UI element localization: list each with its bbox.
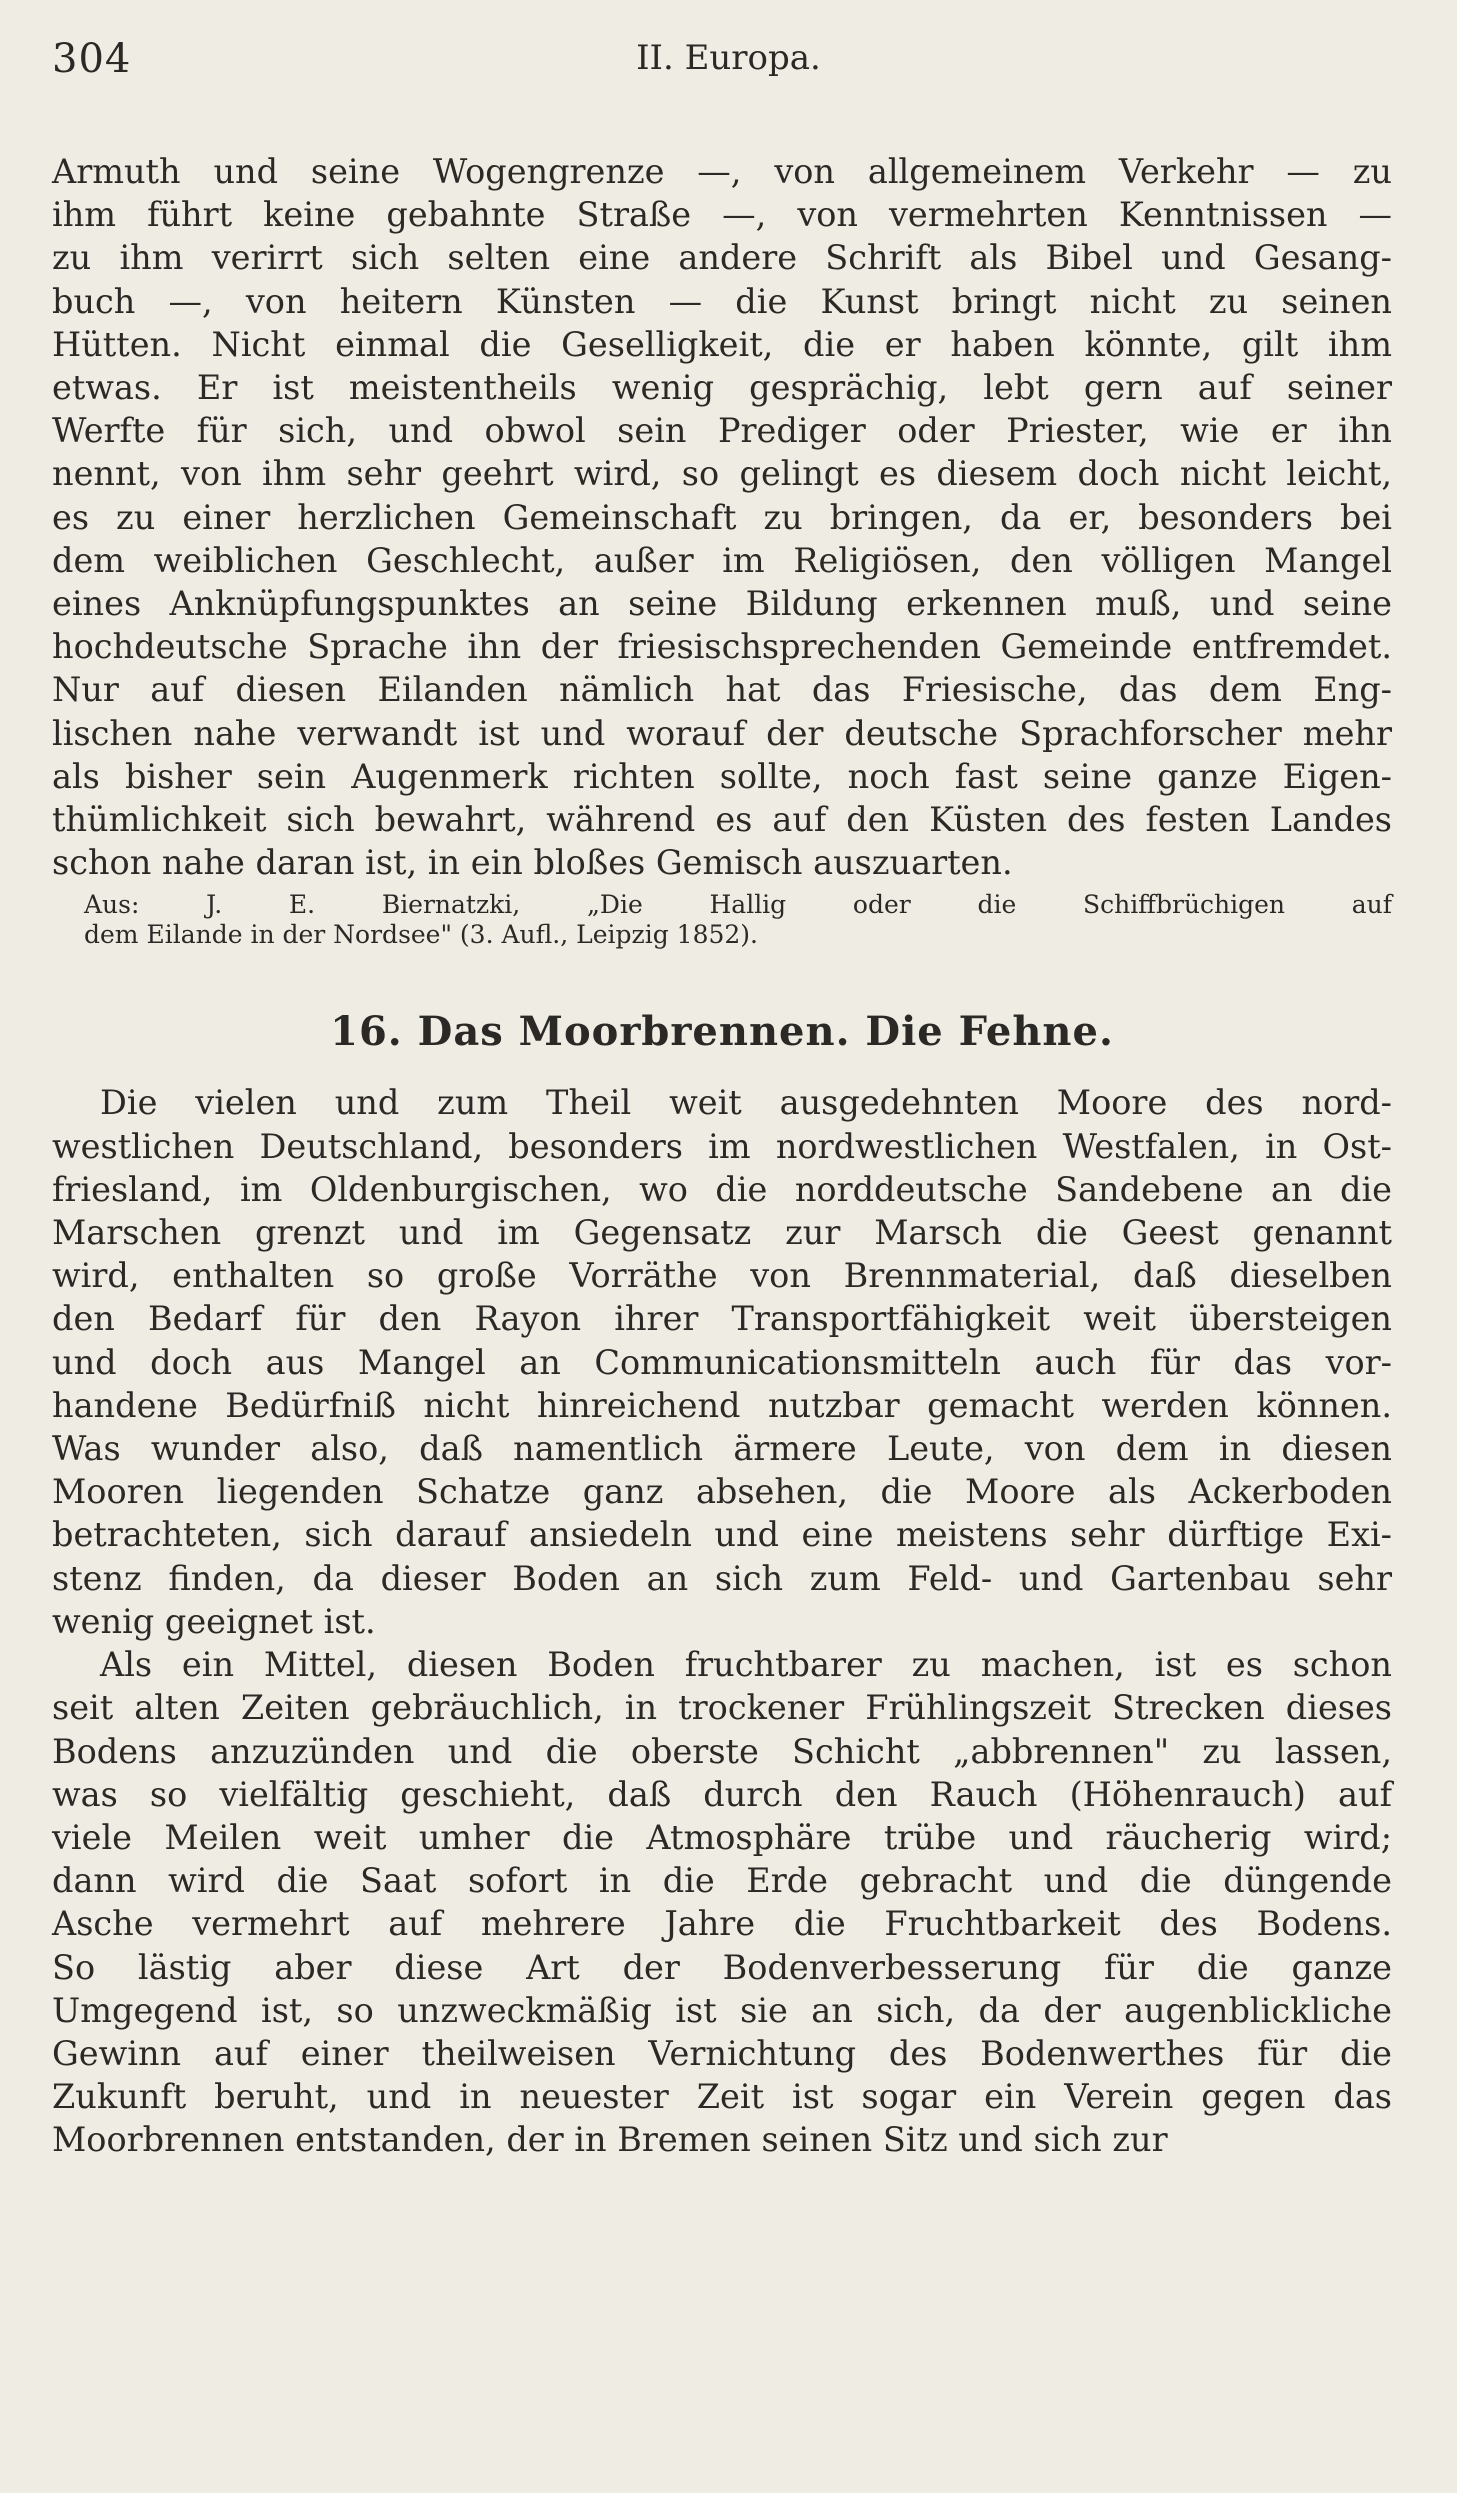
text-line: was so vielfältig geschieht, daß durch den Rauch (Höhenrauch) auf	[52, 1774, 1392, 1814]
page-header	[0, 36, 1457, 96]
text-line: Zukunft beruht, und in neuester Zeit ist sogar ein Verein gegen das	[52, 2077, 1392, 2117]
section-title: 16. Das Moorbrennen. Die Fehne.	[330, 1008, 1114, 1056]
text-line: Asche vermehrt auf mehrere Jahre die Fruchtbarkeit des Bodens.	[52, 1904, 1392, 1944]
text-line: handene Bedürfniß nicht hinreichend nutzbar gemacht werden können.	[52, 1385, 1392, 1425]
text-line: stenz finden, da dieser Boden an sich zum Feld- und Gartenbau sehr	[52, 1558, 1392, 1598]
text-line: viele Meilen weit umher die Atmosphäre trübe und räucherig wird;	[52, 1817, 1392, 1857]
text-line: Werfte für sich, und obwol sein Prediger oder Priester, wie er ihn	[52, 411, 1392, 451]
text-line: eines Anknüpfungspunktes an seine Bildung erkennen muß, und seine	[52, 584, 1392, 624]
text-line: dem weiblichen Geschlecht, außer im Religiösen, den völligen Mangel	[52, 540, 1392, 580]
intro-paragraph	[52, 150, 1392, 884]
text-line: buch —, von heitern Künsten — die Kunst bringt nicht zu seinen	[52, 281, 1392, 321]
text-line: Was wunder also, daß namentlich ärmere Leute, von dem in diesen	[52, 1429, 1392, 1469]
page-body	[52, 150, 1392, 2162]
text-line: thümlichkeit sich bewahrt, während es auf den Küsten des festen Landes	[52, 800, 1392, 840]
text-line: es zu einer herzlichen Gemeinschaft zu bringen, da er, besonders bei	[52, 497, 1392, 537]
text-line: wenig geeignet ist.	[52, 1601, 376, 1641]
paragraph-burning	[52, 1643, 1392, 2161]
text-line: den Bedarf für den Rayon ihrer Transportfähigkeit weit übersteigen	[52, 1299, 1392, 1339]
text-line: ihm führt keine gebahnte Straße —, von vermehrten Kenntnissen —	[52, 195, 1392, 235]
text-line: Als ein Mittel, diesen Boden fruchtbarer zu machen, ist es schon	[100, 1645, 1392, 1685]
text-line: Marschen grenzt und im Gegensatz zur Marsch die Geest genannt	[52, 1213, 1392, 1253]
text-line: Nur auf diesen Eilanden nämlich hat das Friesische, das dem Eng-	[52, 670, 1392, 710]
text-line: Moorbrennen entstanden, der in Bremen seinen Sitz und sich zur	[52, 2120, 1168, 2160]
text-line: hochdeutsche Sprache ihn der friesischsprechenden Gemeinde entfremdet.	[52, 627, 1392, 667]
text-line: und doch aus Mangel an Communicationsmitteln auch für das vor-	[52, 1342, 1392, 1382]
text-line: friesland, im Oldenburgischen, wo die norddeutsche Sandebene an die	[52, 1169, 1392, 1209]
page-number: 304	[52, 36, 132, 82]
text-line: Gewinn auf einer theilweisen Vernichtung des Bodenwerthes für die	[52, 2033, 1392, 2073]
text-line: zu ihm verirrt sich selten eine andere Schrift als Bibel und Gesang-	[52, 238, 1392, 278]
text-line: Mooren liegenden Schatze ganz absehen, die Moore als Ackerboden	[52, 1472, 1392, 1512]
text-line: nennt, von ihm sehr geehrt wird, so gelingt es diesem doch nicht leicht,	[52, 454, 1392, 494]
text-line: schon nahe daran ist, in ein bloßes Gemisch auszuarten.	[52, 843, 1013, 883]
text-line: Bodens anzuzünden und die oberste Schicht „abbrennen" zu lassen,	[52, 1731, 1392, 1771]
text-line: Umgegend ist, so unzweckmäßig ist sie an sich, da der augenblickliche	[52, 1990, 1392, 2030]
text-line: Die vielen und zum Theil weit ausgedehnten Moore des nord-	[100, 1083, 1392, 1123]
running-title: II. Europa.	[636, 38, 821, 78]
text-line: Aus: J. E. Biernatzki, „Die Hallig oder die Schiffbrüchigen auf	[84, 890, 1392, 920]
text-line: westlichen Deutschland, besonders im nordwestlichen Westfalen, in Ost-	[52, 1126, 1392, 1166]
paragraph-moors	[52, 1081, 1392, 1643]
source-citation	[52, 890, 1392, 950]
text-line: dann wird die Saat sofort in die Erde gebracht und die düngende	[52, 1861, 1392, 1901]
text-line: wird, enthalten so große Vorräthe von Brennmaterial, daß dieselben	[52, 1256, 1392, 1296]
text-line: seit alten Zeiten gebräuchlich, in trockener Frühlingszeit Strecken dieses	[52, 1688, 1392, 1728]
text-line: lischen nahe verwandt ist und worauf der deutsche Sprachforscher mehr	[52, 713, 1392, 753]
text-line: So lästig aber diese Art der Bodenverbesserung für die ganze	[52, 1947, 1392, 1987]
text-line: Armuth und seine Wogengrenze —, von allgemeinem Verkehr — zu	[52, 152, 1392, 191]
text-line: als bisher sein Augenmerk richten sollte, noch fast seine ganze Eigen-	[52, 756, 1392, 796]
text-line: etwas. Er ist meistentheils wenig gesprächig, lebt gern auf seiner	[52, 368, 1392, 408]
text-line: dem Eilande in der Nordsee" (3. Aufl., Leipzig 1852).	[84, 920, 758, 950]
text-line: betrachteten, sich darauf ansiedeln und eine meistens sehr dürftige Exi-	[52, 1515, 1392, 1555]
text-line: Hütten. Nicht einmal die Geselligkeit, die er haben könnte, gilt ihm	[52, 324, 1392, 364]
